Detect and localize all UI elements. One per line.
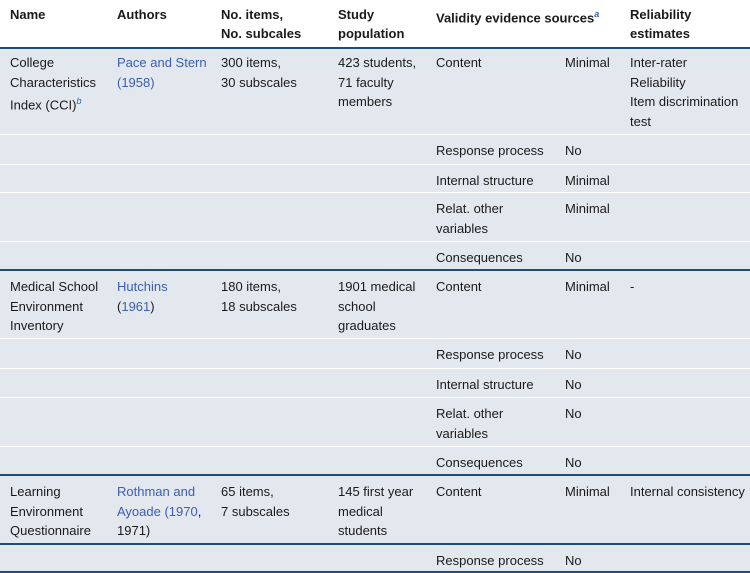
reliability-estimates: Internal consistency [630,484,745,499]
validity-level: No [565,143,582,158]
validity-level: Minimal [565,201,610,216]
header-name: Name [10,7,46,22]
instrument-name: Learning Environment Questionnaire [10,484,91,538]
author-citation: Hutchins (1961) [117,279,168,314]
validity-level: No [565,347,582,362]
table-row [0,271,750,339]
table-row [0,135,750,165]
validity-level: Minimal [565,55,610,70]
validity-level: Minimal [565,484,610,499]
validity-source: Internal structure [436,173,534,188]
author-citation-link[interactable]: Pace and Stern (1958) [117,55,207,90]
validity-level: No [565,377,582,392]
footnote-marker[interactable]: b [76,96,82,106]
table-row [0,545,750,573]
table-row [0,242,750,271]
study-population: 1901 medical school graduates [338,279,416,333]
validity-level: No [565,406,582,421]
table-row [0,165,750,193]
instrument-name: Medical School Environment Inventory [10,279,99,333]
table-header [0,0,750,49]
validity-level: No [565,553,582,568]
author-citation-link[interactable]: Hutchins [117,279,168,294]
validity-level: No [565,250,582,265]
study-population: 145 first year medical students [338,484,414,538]
validity-level: Minimal [565,279,610,294]
items-count: 180 items, 18 subscales [221,279,297,314]
validity-source: Relat. other variables [436,201,504,236]
table-row [0,47,750,135]
study-population: 423 students, 71 faculty members [338,55,417,109]
header-authors: Authors [117,7,167,22]
table-row [0,476,750,545]
table-row [0,339,750,369]
header-items: No. items, No. subcales [221,7,302,41]
items-count: 300 items, 30 subscales [221,55,297,90]
header-population: Study population [338,7,405,41]
validity-source: Content [436,484,482,499]
header-validity [436,5,599,27]
validity-source: Content [436,55,482,70]
header-validity-footnote-marker[interactable]: a [594,9,600,19]
author-citation-link[interactable]: Rothman and Ayoade (1970 [117,484,198,519]
validity-source: Response process [436,553,544,568]
validity-source: Relat. other variables [436,406,504,441]
validity-source: Consequences [436,455,523,470]
table-row [0,369,750,398]
table-row [0,398,750,447]
validity-level: Minimal [565,173,610,188]
reliability-estimates: Inter-rater Reliability Item discrimination test [630,55,739,129]
header-reliability: Reliability estimates [630,7,692,41]
header-validity-label: Validity evidence sources [436,10,595,26]
author-citation: Rothman and Ayoade (1970, 1971) [117,484,202,538]
validity-source: Internal structure [436,377,534,392]
author-year-link[interactable]: 1961 [121,298,151,314]
table-row [0,447,750,476]
instrument-name: College Characteristics Index (CCI)$^b$ [10,55,96,113]
reliability-estimates: - [630,279,635,294]
validity-source: Consequences [436,250,523,265]
validity-source: Content [436,279,482,294]
items-count: 65 items, 7 subscales [221,484,290,519]
validity-source: Response process [436,143,544,158]
validity-source: Response process [436,347,544,362]
table-row [0,193,750,242]
validity-level: No [565,455,582,470]
